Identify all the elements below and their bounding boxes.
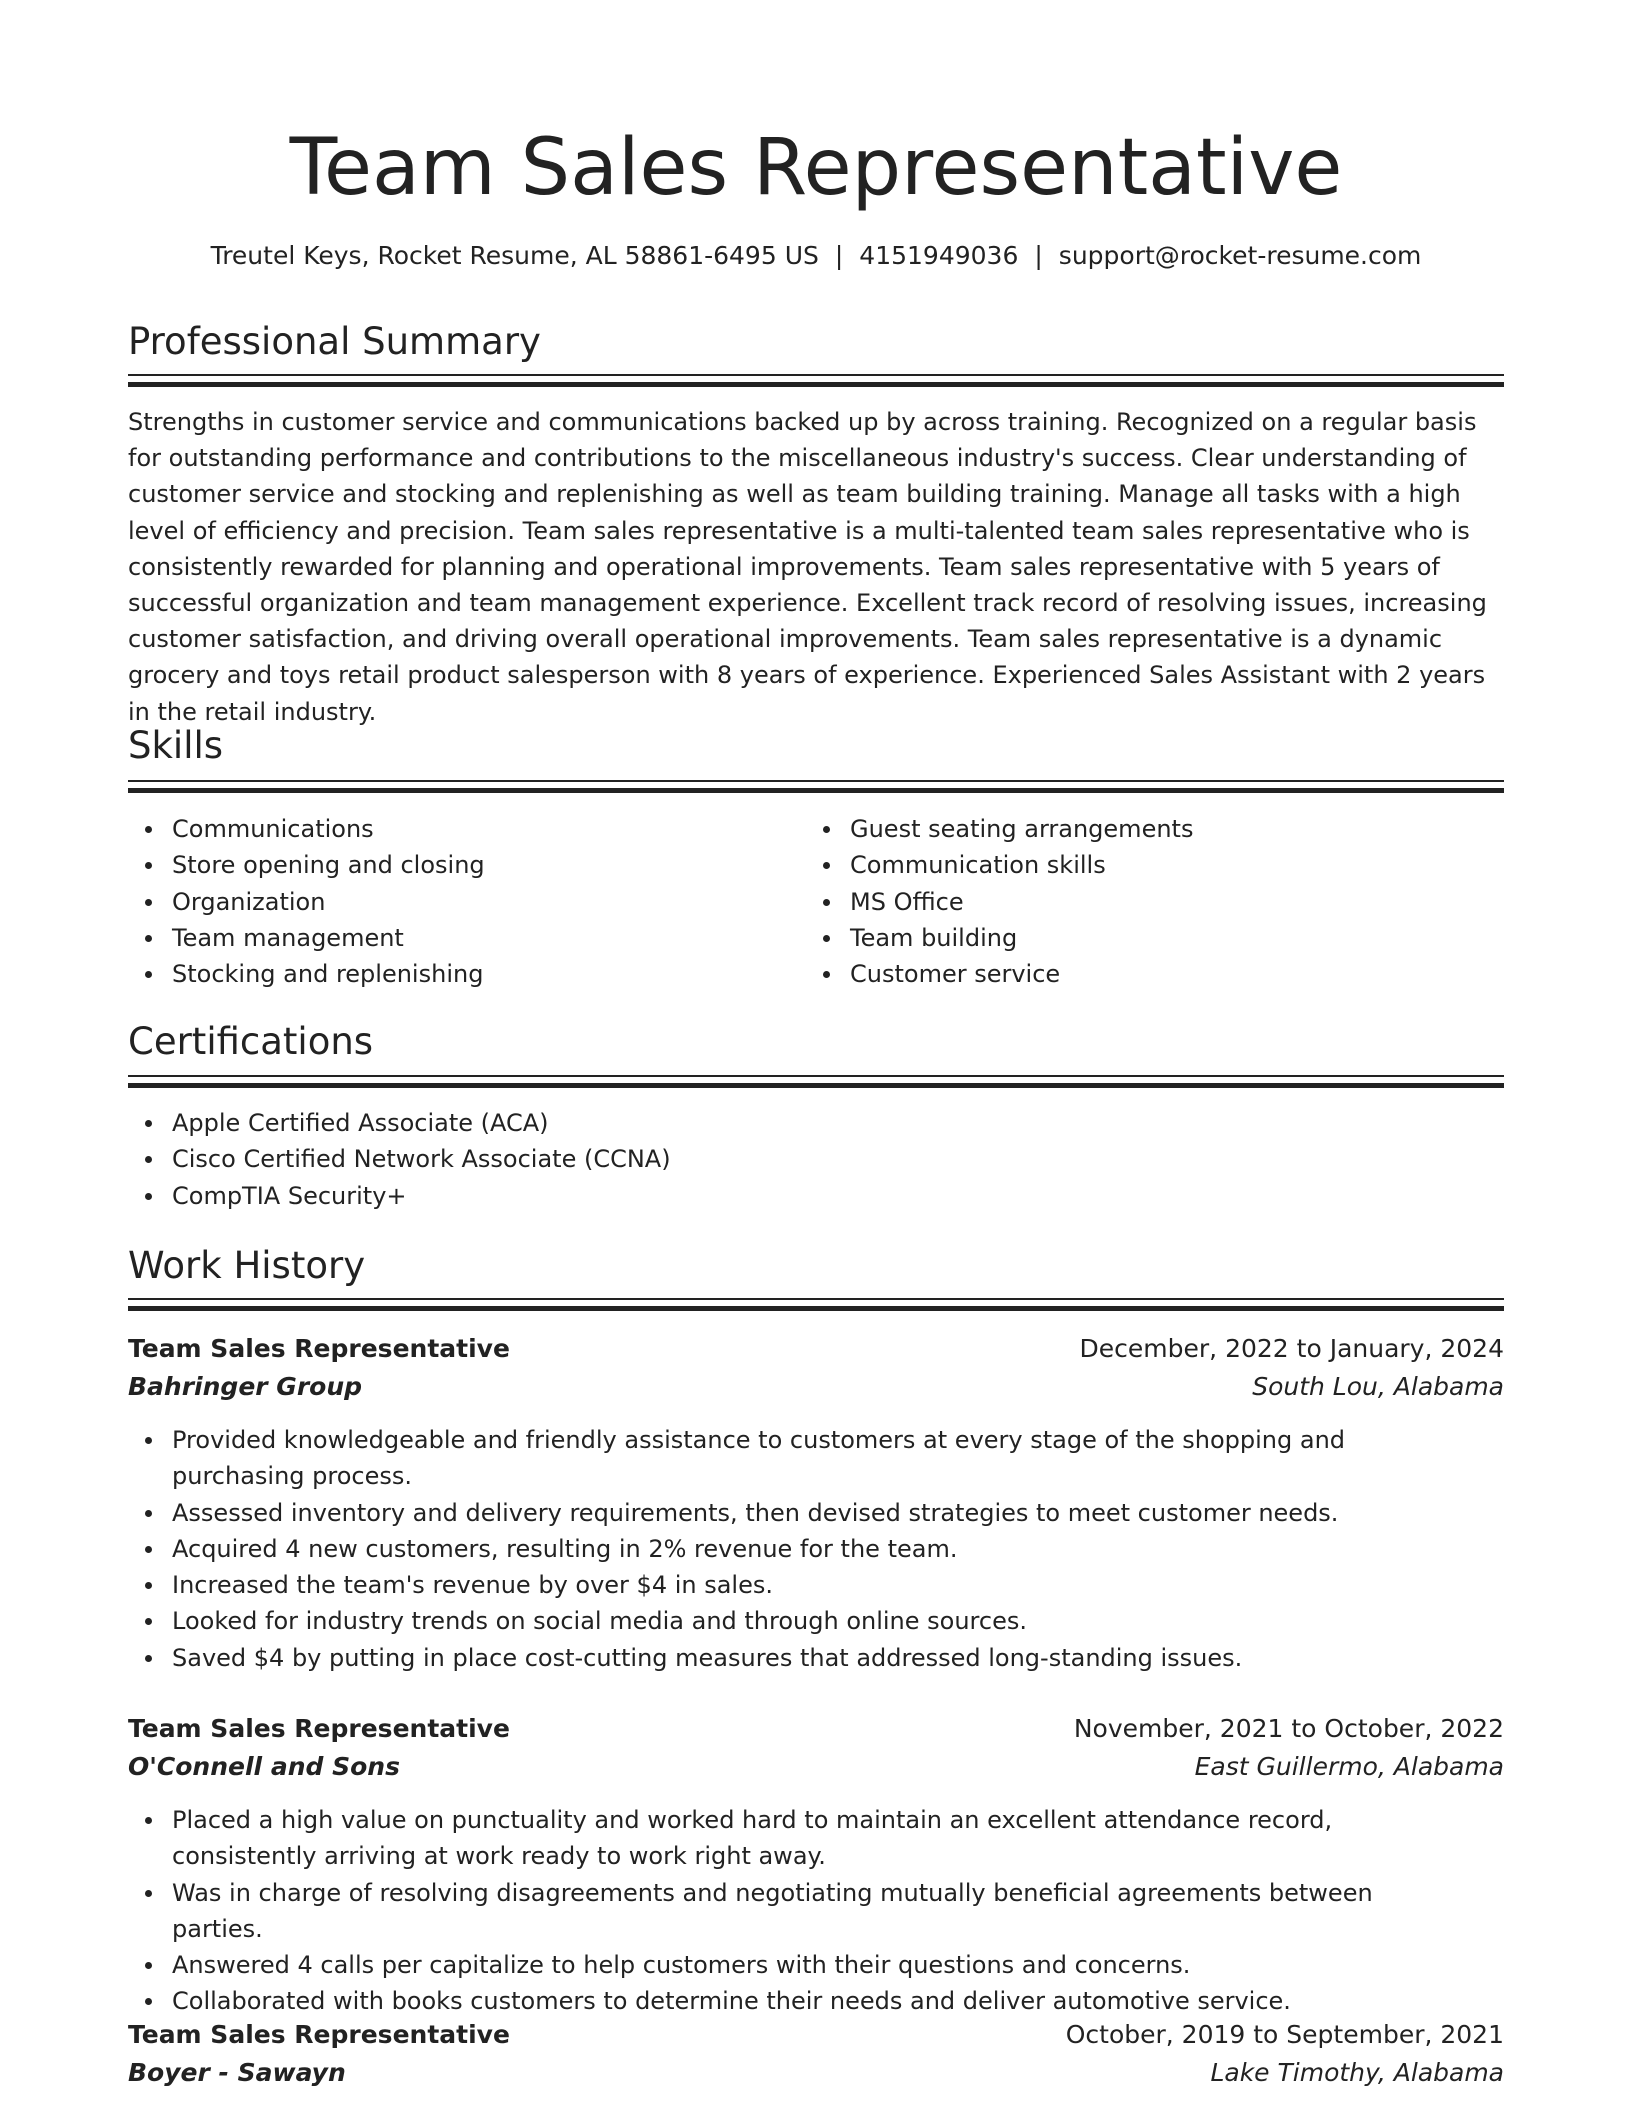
job-bullet-list: [128, 1802, 1504, 2020]
job-bullet: Placed a high value on punctuality and worked hard to maintain an excellent attendance record, consistently arriving at work ready to work right away.: [128, 1802, 1504, 1875]
job-bullet: Saved $4 by putting in place cost-cutting measures that addressed long-standing issues.: [128, 1640, 1504, 1676]
job-location: South Lou, Alabama: [1252, 1372, 1504, 1401]
job-header: [128, 2016, 1504, 2092]
resume-title: Team Sales Representative: [289, 123, 1343, 213]
work-history-heading: Work History: [128, 1244, 366, 1287]
skill-item: Customer service: [806, 956, 1486, 992]
job-dates: October, 2019 to September, 2021: [1065, 2020, 1504, 2049]
job-dates: December, 2022 to January, 2024: [1079, 1334, 1504, 1363]
job-header: [128, 1710, 1504, 1786]
job-company: Bahringer Group: [128, 1372, 363, 1401]
contact-line: [128, 238, 1504, 274]
certifications-heading: Certifications: [128, 1020, 374, 1063]
job-title: Team Sales Representative: [128, 1714, 510, 1743]
summary-text: Strengths in customer service and communications backed up by across training. Recognized on a regular basis for outstanding performance and contributions to the miscellaneous industry's success. Clear understanding of customer service and stocking and replenishing as well as team building training. Manage all tasks with a high level of efficiency and precision. Team sales representative is a multi-talented team sales representative who is consistently rewarded for planning and operational improvements. Team sales representative with 5 years of successful organization and team management experience. Excellent track record of resolving issues, increasing customer satisfaction, and driving overall operational improvements. Team sales representative is a dynamic grocery and toys retail product salesperson with 8 years of experience. Experienced Sales Assistant with 2 years in the retail industry.: [128, 408, 1487, 726]
section-divider: [128, 1075, 1504, 1089]
section-divider: [128, 374, 1504, 388]
skills-list-right: [806, 811, 1486, 992]
certifications-list: [128, 1105, 1504, 1214]
job-dates: November, 2021 to October, 2022: [1073, 1714, 1504, 1743]
summary-heading: Professional Summary: [128, 320, 541, 363]
skill-item: Team building: [806, 920, 1486, 956]
job-location: Lake Timothy, Alabama: [1210, 2058, 1504, 2087]
job-title: Team Sales Representative: [128, 1334, 510, 1363]
job-company: O'Connell and Sons: [128, 1752, 400, 1781]
skill-item: Team management: [128, 920, 808, 956]
section-divider: [128, 1298, 1504, 1312]
skill-item: Stocking and replenishing: [128, 956, 808, 992]
job-bullet: Acquired 4 new customers, resulting in 2% revenue for the team.: [128, 1531, 1504, 1567]
skill-item: Guest seating arrangements: [806, 811, 1486, 847]
certification-item: CompTIA Security+: [128, 1178, 1504, 1214]
job-header: [128, 1330, 1504, 1406]
job-bullet: Looked for industry trends on social media and through online sources.: [128, 1603, 1504, 1639]
section-divider: [128, 780, 1504, 794]
job-bullet: Increased the team's revenue by over $4 in sales.: [128, 1567, 1504, 1603]
contact-separator: |: [834, 241, 844, 270]
certification-item: Cisco Certified Network Associate (CCNA): [128, 1141, 1504, 1177]
contact-separator: |: [1034, 241, 1043, 270]
skill-item: Organization: [128, 884, 808, 920]
skill-item: Communications: [128, 811, 808, 847]
skills-heading: Skills: [128, 724, 224, 767]
contact-address: Treutel Keys, Rocket Resume, AL 58861-6495 US: [210, 241, 819, 270]
job-bullet: Assessed inventory and delivery requirements, then devised strategies to meet customer needs.: [128, 1495, 1504, 1531]
job-company: Boyer - Sawayn: [128, 2058, 346, 2087]
job-title: Team Sales Representative: [128, 2020, 510, 2049]
job-location: East Guillermo, Alabama: [1194, 1752, 1504, 1781]
job-bullet: Provided knowledgeable and friendly assistance to customers at every stage of the shopping and purchasing process.: [128, 1422, 1504, 1495]
skill-item: Store opening and closing: [128, 847, 808, 883]
contact-phone: 4151949036: [859, 241, 1019, 270]
contact-email: support@rocket-resume.com: [1058, 241, 1422, 270]
job-bullet-list: [128, 1422, 1504, 1676]
skill-item: MS Office: [806, 884, 1486, 920]
certification-item: Apple Certified Associate (ACA): [128, 1105, 1504, 1141]
skills-list-left: [128, 811, 808, 992]
skill-item: Communication skills: [806, 847, 1486, 883]
job-bullet: Collaborated with books customers to determine their needs and deliver automotive service.: [128, 1983, 1504, 2019]
job-bullet: Was in charge of resolving disagreements and negotiating mutually beneficial agreements between parties.: [128, 1875, 1504, 1948]
job-bullet: Answered 4 calls per capitalize to help customers with their questions and concerns.: [128, 1947, 1504, 1983]
